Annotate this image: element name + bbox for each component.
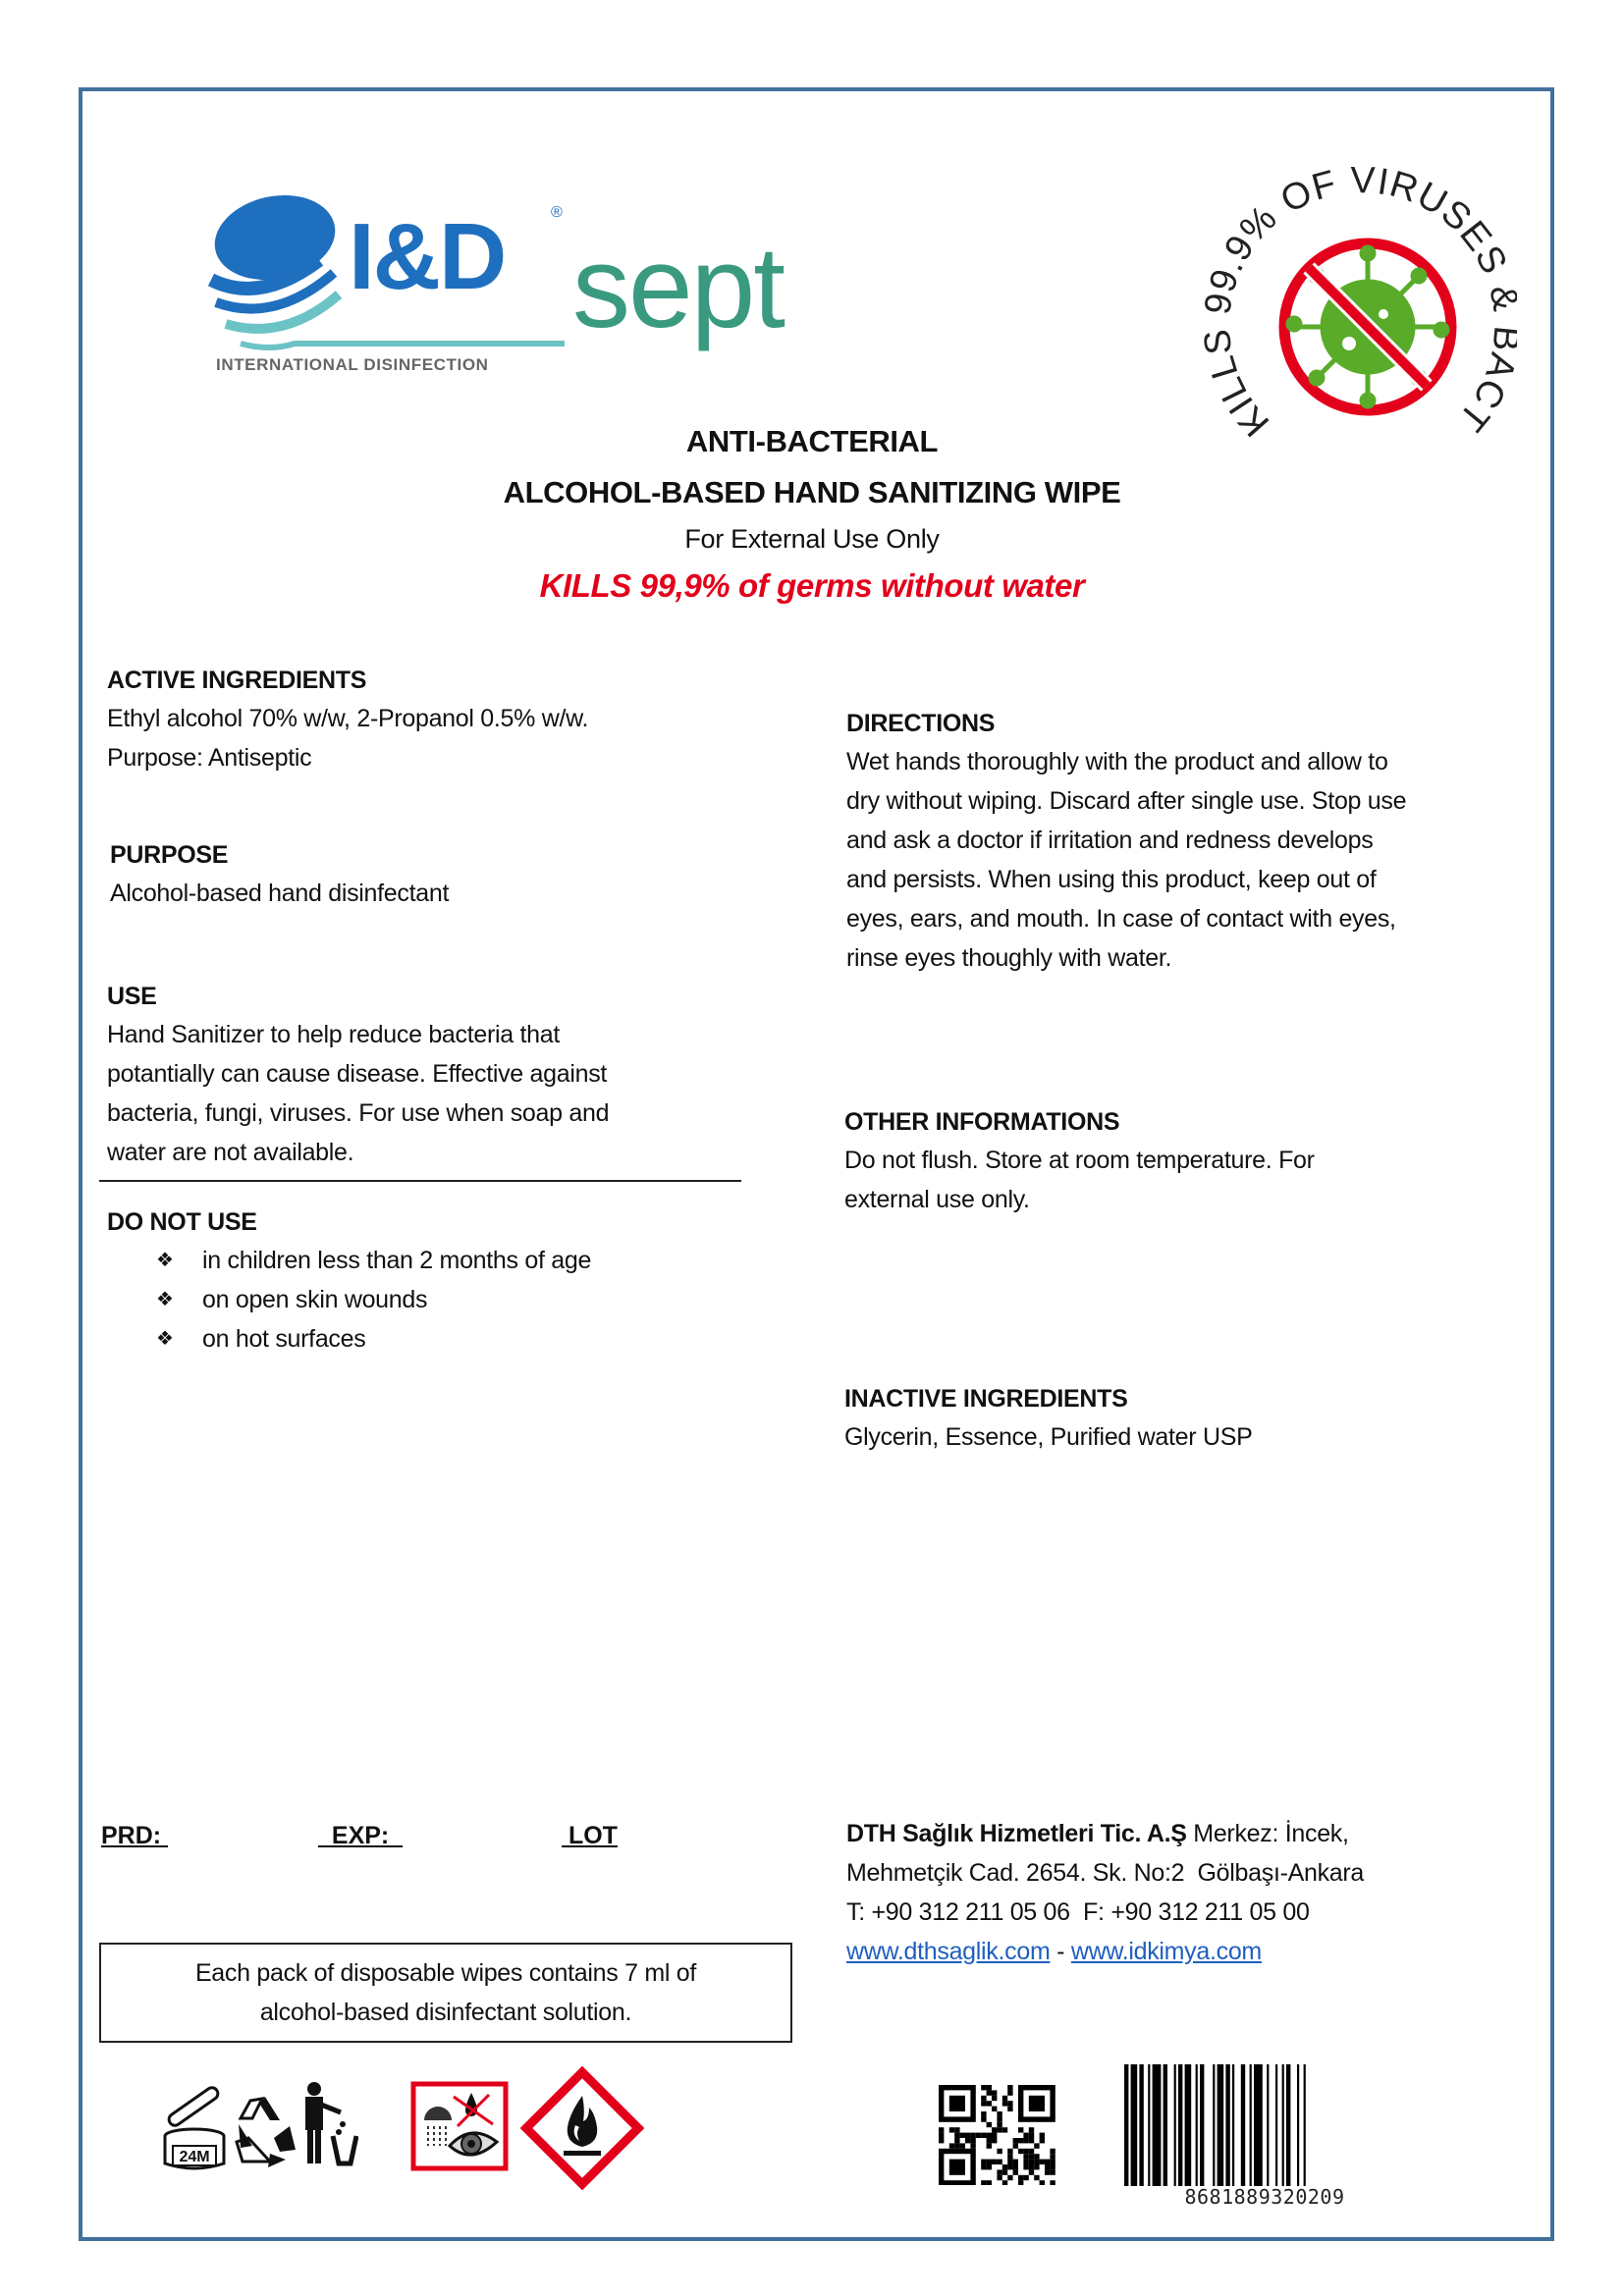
directions-heading: DIRECTIONS: [846, 710, 996, 737]
website-link-idkimya[interactable]: www.idkimya.com: [1070, 1938, 1262, 1965]
section-other-informations: [844, 1107, 1532, 1219]
subtitle-external-use: For External Use Only: [684, 524, 940, 554]
lot-label: LOT: [562, 1822, 618, 1849]
company-address-2: Mehmetçik Cad. 2654. Sk. No:2 Gölbaşı-Ankara: [846, 1859, 1365, 1887]
barcode-bar: [1304, 2064, 1306, 2186]
qr-code-icon: [939, 2085, 1058, 2185]
title-product: ALCOHOL-BASED HAND SANITIZING WIPE: [503, 475, 1121, 509]
recycle-icon: [231, 2091, 299, 2169]
barcode-bar: [1164, 2064, 1167, 2186]
purpose-heading: PURPOSE: [110, 841, 229, 869]
barcode-bar: [1267, 2064, 1269, 2186]
other-informations-heading: OTHER INFORMATIONS: [844, 1108, 1120, 1136]
exp-label: EXP:: [318, 1822, 404, 1849]
active-ingredients-heading: ACTIVE INGREDIENTS: [107, 667, 367, 694]
title-anti-bacterial: ANTI-BACTERIAL: [685, 424, 939, 458]
barcode-bar: [1153, 2064, 1162, 2186]
no-virus-icon: [1284, 243, 1451, 410]
barcode-bar: [1148, 2064, 1150, 2186]
prd-label: PRD:: [101, 1822, 169, 1849]
do-not-use-item: ❖ in children less than 2 months of age: [107, 1241, 775, 1280]
pack-note-box: [99, 1943, 792, 2043]
section-directions: [846, 709, 1534, 978]
product-brand: sept: [572, 223, 785, 352]
bullet-icon: ❖: [156, 1328, 174, 1350]
barcode-bar: [1225, 2064, 1229, 2186]
inactive-ingredients-heading: INACTIVE INGREDIENTS: [844, 1385, 1128, 1413]
active-line: Purpose: Antiseptic: [107, 744, 312, 772]
barcode-bar: [1131, 2064, 1138, 2186]
logo-registered: ®: [551, 204, 563, 221]
directions-line: Wet hands thoroughly with the product and allow to: [846, 748, 1388, 775]
barcode-bar: [1250, 2064, 1252, 2186]
use-line: water are not available.: [107, 1139, 354, 1166]
barcode-bar: [1218, 2064, 1224, 2186]
period-after-opening-icon: [159, 2079, 230, 2173]
bullet-icon: ❖: [156, 1289, 174, 1310]
barcode-bar: [1286, 2064, 1290, 2186]
bullet-icon: ❖: [156, 1250, 174, 1271]
claim-kills-germs: KILLS 99,9% of germs without water: [539, 567, 1085, 604]
directions-line: and ask a doctor if irritation and redness develops: [846, 827, 1374, 854]
active-line: Ethyl alcohol 70% w/w, 2-Propanol 0.5% w/w.: [107, 705, 589, 732]
purpose-line: Alcohol-based hand disinfectant: [110, 880, 450, 907]
company-name: DTH Sağlık Hizmetleri Tic. A.Ş: [846, 1820, 1187, 1847]
pack-note-line: alcohol-based disinfectant solution.: [259, 1999, 632, 2026]
other-line: external use only.: [844, 1186, 1030, 1213]
other-line: Do not flush. Store at room temperature. For: [844, 1147, 1315, 1174]
barcode-bar: [1297, 2064, 1299, 2186]
company-info: [846, 1814, 1534, 1971]
barcode-bar: [1213, 2064, 1215, 2186]
website-separator: -: [1050, 1938, 1071, 1965]
barcode-bar: [1241, 2064, 1245, 2186]
pack-note-line: Each pack of disposable wipes contains 7 ml of: [194, 1959, 697, 1987]
tidy-man-icon: [299, 2081, 358, 2169]
section-inactive-ingredients: [844, 1384, 1532, 1457]
barcode-bar: [1185, 2064, 1192, 2186]
barcode-bar: [1196, 2064, 1198, 2186]
flammable-hazard-icon: [520, 2066, 644, 2190]
do-not-use-item: ❖ on open skin wounds: [107, 1280, 775, 1319]
directions-line: eyes, ears, and mouth. In case of contact with eyes,: [846, 905, 1396, 933]
section-purpose: [110, 840, 758, 913]
logo-tagline: INTERNATIONAL DISINFECTION: [216, 355, 489, 374]
do-not-use-heading: DO NOT USE: [107, 1208, 257, 1236]
barcode-bar: [1124, 2064, 1128, 2186]
barcode-bar: [1275, 2064, 1277, 2186]
barcode-icon: [1122, 2064, 1407, 2186]
barcode-number: 8681889320209: [1184, 2185, 1345, 2209]
section-use: [107, 982, 775, 1172]
company-address-1: Merkez: İncek,: [1186, 1820, 1349, 1847]
barcode-bar: [1139, 2064, 1143, 2186]
barcode-bar: [1178, 2064, 1182, 2186]
barcode-bar: [1254, 2064, 1263, 2186]
barcode-bar: [1232, 2064, 1234, 2186]
directions-line: rinse eyes thoughly with water.: [846, 944, 1172, 972]
section-do-not-use: [107, 1207, 775, 1359]
barcode-bar: [1282, 2064, 1284, 2186]
eye-wash-warning-icon: [410, 2081, 509, 2171]
barcode-bar: [1174, 2064, 1176, 2186]
brand-logo: [201, 187, 830, 383]
pao-label: 24M: [179, 2149, 210, 2165]
use-line: Hand Sanitizer to help reduce bacteria that: [107, 1021, 561, 1048]
inactive-line: Glycerin, Essence, Purified water USP: [844, 1423, 1253, 1451]
section-divider: [99, 1180, 741, 1182]
logo-mark: I&D: [349, 204, 506, 309]
use-line: bacteria, fungi, viruses. For use when soap and: [107, 1099, 610, 1127]
use-heading: USE: [107, 983, 157, 1010]
company-phone: T: +90 312 211 05 06 F: +90 312 211 05 00: [846, 1898, 1310, 1926]
section-active-ingredients: [107, 666, 755, 777]
barcode-bar: [1200, 2064, 1204, 2186]
do-not-use-item: ❖ on hot surfaces: [107, 1319, 775, 1359]
directions-line: and persists. When using this product, keep out of: [846, 866, 1377, 893]
website-link-dthsaglik[interactable]: www.dthsaglik.com: [846, 1938, 1051, 1965]
directions-line: dry without wiping. Discard after single use. Stop use: [846, 787, 1407, 815]
badge-text: KILL 9.9% OF VIRUSES CT: [1203, 160, 1515, 445]
use-line: potantially can cause disease. Effective against: [107, 1060, 608, 1088]
